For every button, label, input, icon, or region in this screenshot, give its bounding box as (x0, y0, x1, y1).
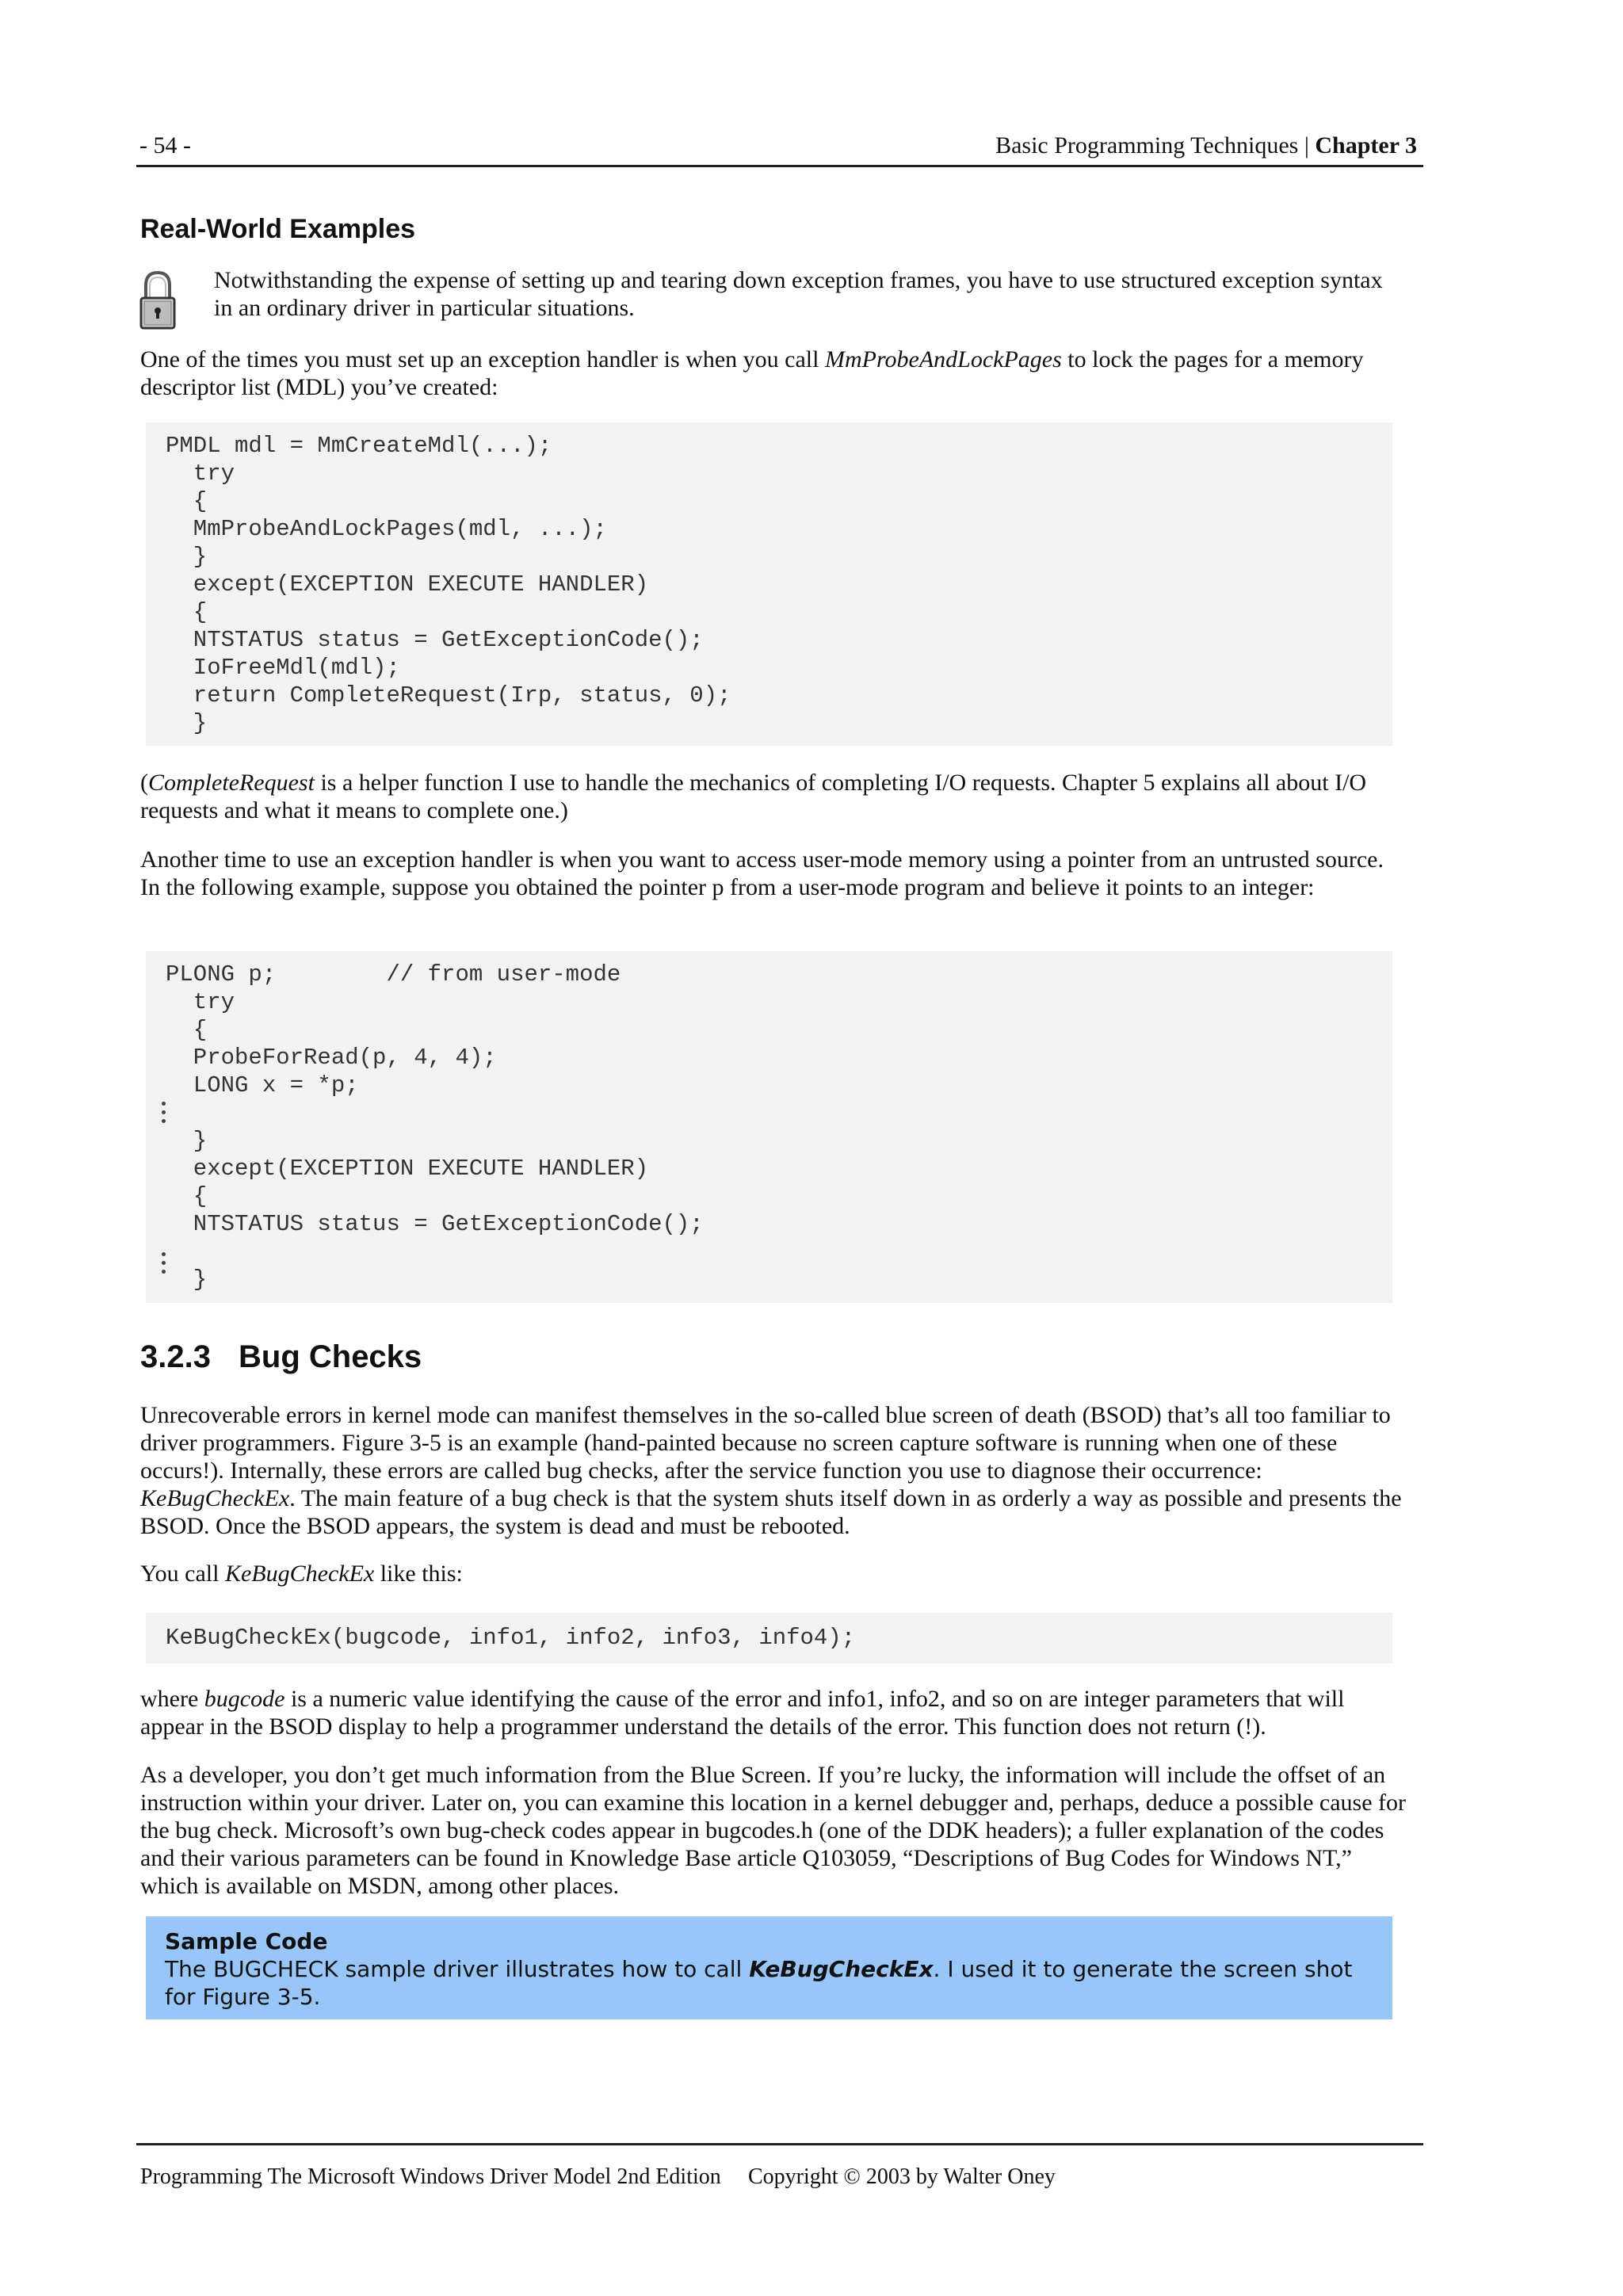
text-run: is a helper function I use to handle the mechanics of completing I/O requests. Chapter 5 explains all about I/O requests and what it means to complete one.) (140, 770, 1367, 823)
function-name: KeBugCheckEx (224, 1561, 375, 1587)
page-footer (136, 2143, 1423, 2189)
code-line: } (166, 544, 208, 570)
paragraph (140, 1401, 1408, 1540)
code-line: IoFreeMdl(mdl); (166, 655, 400, 681)
text-run: . The main feature of a bug check is that the system shuts itself down in as orderly a way as possible and presents the BSOD. Once the BSOD appears, the system is dead and must be rebooted. (140, 1485, 1402, 1539)
paragraph (140, 346, 1408, 401)
page-number: - 54 - (139, 132, 191, 159)
code-line: ProbeForRead(p, 4, 4); (166, 1045, 497, 1071)
sample-code-callout (146, 1916, 1392, 2019)
text-run: like this: (374, 1561, 463, 1587)
header-section: Basic Programming Techniques | (995, 132, 1316, 159)
code-block (146, 951, 1392, 1303)
header-chapter: Chapter 3 (1315, 132, 1417, 159)
text-run: to lock the pages for a memory descriptor list (MDL) you’ve created: (140, 346, 1364, 400)
code-line: try (166, 460, 235, 487)
code-line: { (166, 1183, 208, 1209)
code-line: } (166, 1128, 208, 1154)
text-run: Unrecoverable errors in kernel mode can manifest themselves in the so-called blue screen of death (BSOD) that’s all too familiar to driver programmers. Figure 3-5 is an example (hand-painted because no screen capture software is running when one of these occurs!). Internally, these errors are called bug checks, after the service function you use to diagnose their occurrence: (140, 1402, 1391, 1484)
callout-body (165, 1955, 1377, 2011)
code-line: MmProbeAndLockPages(mdl, ...); (166, 516, 607, 542)
code-line: except(EXCEPTION EXECUTE HANDLER) (166, 571, 649, 598)
text-run: You call (140, 1561, 225, 1587)
function-name: KeBugCheckEx (140, 1485, 290, 1511)
code-line: } (166, 1266, 208, 1293)
lock-icon (138, 268, 178, 331)
paragraph (140, 769, 1408, 824)
function-name: MmProbeAndLockPages (824, 346, 1062, 372)
section-heading-real-world: Real-World Examples (140, 214, 416, 244)
text-run: The BUGCHECK sample driver illustrates how to call (165, 1956, 750, 1982)
code-line: { (166, 1017, 208, 1043)
section-heading-bug-checks (140, 1339, 422, 1375)
paragraph (140, 1560, 1408, 1587)
code-line: NTSTATUS status = GetExceptionCode(); (166, 1211, 704, 1237)
code-line: { (166, 599, 208, 625)
code-block (146, 422, 1392, 746)
code-line: NTSTATUS status = GetExceptionCode(); (166, 627, 704, 653)
header-title (995, 127, 1417, 165)
paragraph: Another time to use an exception handler is when you want to access user-mode memory using a pointer from an untrusted source. In the following example, suppose you obtained the pointer p from a user-mode program and believe it points to an integer: (140, 846, 1384, 900)
section-title: Bug Checks (239, 1339, 422, 1374)
code-line: except(EXCEPTION EXECUTE HANDLER) (166, 1156, 649, 1182)
term: bugcode (204, 1686, 285, 1712)
code-block (146, 1613, 1392, 1664)
text-run: is a numeric value identifying the cause of the error and info1, info2, and so on are integer parameters that will appear in the BSOD display to help a programmer understand the details of the error. This function does not return (!). (140, 1686, 1345, 1740)
footer-book-title: Programming The Microsoft Windows Driver Model 2nd Edition (140, 2164, 721, 2189)
text-run: . I used it to generate the screen shot for Figure 3-5. (165, 1956, 1353, 2010)
function-name: KeBugCheckEx (749, 1956, 934, 1982)
code-line: PMDL mdl = MmCreateMdl(...); (166, 433, 552, 459)
function-name: CompleteRequest (148, 770, 315, 796)
code-line: try (166, 989, 235, 1015)
running-header (136, 127, 1423, 167)
note-text: Notwithstanding the expense of setting up and tearing down exception frames, you have to use structured exception syntax in an ordinary driver in particular situations. (214, 267, 1383, 321)
code-line: KeBugCheckEx(bugcode, info1, info2, info3, info4); (166, 1625, 856, 1651)
code-line: LONG x = *p; (166, 1072, 359, 1098)
paragraph (140, 1685, 1408, 1740)
code-line: } (166, 710, 208, 736)
text-run: ( (140, 770, 148, 796)
code-line: PLONG p; // from user-mode (166, 961, 621, 988)
code-line: return CompleteRequest(Irp, status, 0); (166, 682, 731, 709)
text-run: where (140, 1686, 204, 1712)
paragraph: As a developer, you don’t get much information from the Blue Screen. If you’re lucky, the information will include the offset of an instruction within your driver. Later on, you can examine this location in a kernel debugger and, perhaps, deduce a possible cause for the bug check. Microsoft’s own bug-check codes appear in bugcodes.h (one of the DDK headers); a fuller explanation of the codes and their various parameters can be found in Knowledge Base article Q103059, “Descriptions of Bug Codes for Windows NT,” which is available on MSDN, among other places. (140, 1762, 1407, 1899)
code-line: { (166, 488, 208, 514)
section-number: 3.2.3 (140, 1339, 211, 1374)
footer-copyright: Copyright © 2003 by Walter Oney (748, 2164, 1056, 2189)
callout-title: Sample Code (165, 1928, 328, 1954)
text-run: One of the times you must set up an exception handler is when you call (140, 346, 825, 372)
